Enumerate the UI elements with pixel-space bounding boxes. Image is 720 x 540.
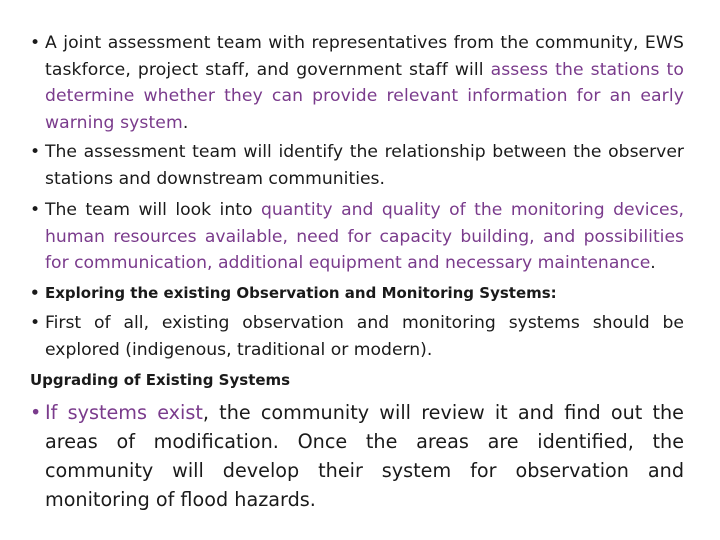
- bullet-text: [45, 398, 684, 514]
- bullet-icon: •: [30, 313, 41, 333]
- bullet-text-pre: A joint assessment team with representatives from the community, EWS taskforce, project staff, and government staff will: [45, 33, 684, 80]
- bullet-text: [45, 197, 684, 277]
- bullet-text: The assessment team will identify the relationship between the observer stations and downstream communities.: [45, 142, 684, 189]
- bullet-icon: •: [30, 200, 41, 220]
- bullet-text-post: .: [182, 112, 189, 133]
- section-heading: Upgrading of Existing Systems: [30, 371, 291, 389]
- bullet-text: First of all, existing observation and monitoring systems should be explored (indigenous, traditional or modern).: [45, 313, 684, 360]
- bullet-text-highlight: quantity and quality of the monitoring devices, human resources available, need for capacity building, and possibilities for communication, additional equipment and necessary maintenance: [45, 200, 684, 273]
- bullet-icon: •: [30, 33, 41, 53]
- bullet-text-pre: The team will look into: [45, 200, 261, 220]
- bullet-if-systems-exist: [30, 398, 684, 514]
- bullet-monitoring-devices: [30, 197, 684, 277]
- bullet-text-post: , the community will review it and find out the areas of modification. Once the areas are identified, the community will develop their system for observation and monitoring of flood hazards.: [45, 401, 684, 511]
- bullet-first-of-all: [30, 310, 684, 363]
- bullet-text-highlight: assess the stations to determine whether they can provide relevant information for an early warning system: [45, 59, 684, 133]
- bullet-text: Exploring the existing Observation and Monitoring Systems:: [45, 284, 557, 302]
- bullet-text-highlight: If systems exist: [45, 401, 203, 424]
- bullet-icon: •: [30, 284, 40, 302]
- bullet-identify-relationship: [30, 139, 684, 192]
- bullet-icon: •: [30, 142, 41, 162]
- bullet-joint-assessment-team: [30, 30, 684, 136]
- bullet-exploring-systems: [30, 282, 684, 304]
- bullet-text: [45, 30, 684, 136]
- bullet-text-post: .: [650, 253, 656, 273]
- bullet-icon: •: [30, 401, 42, 424]
